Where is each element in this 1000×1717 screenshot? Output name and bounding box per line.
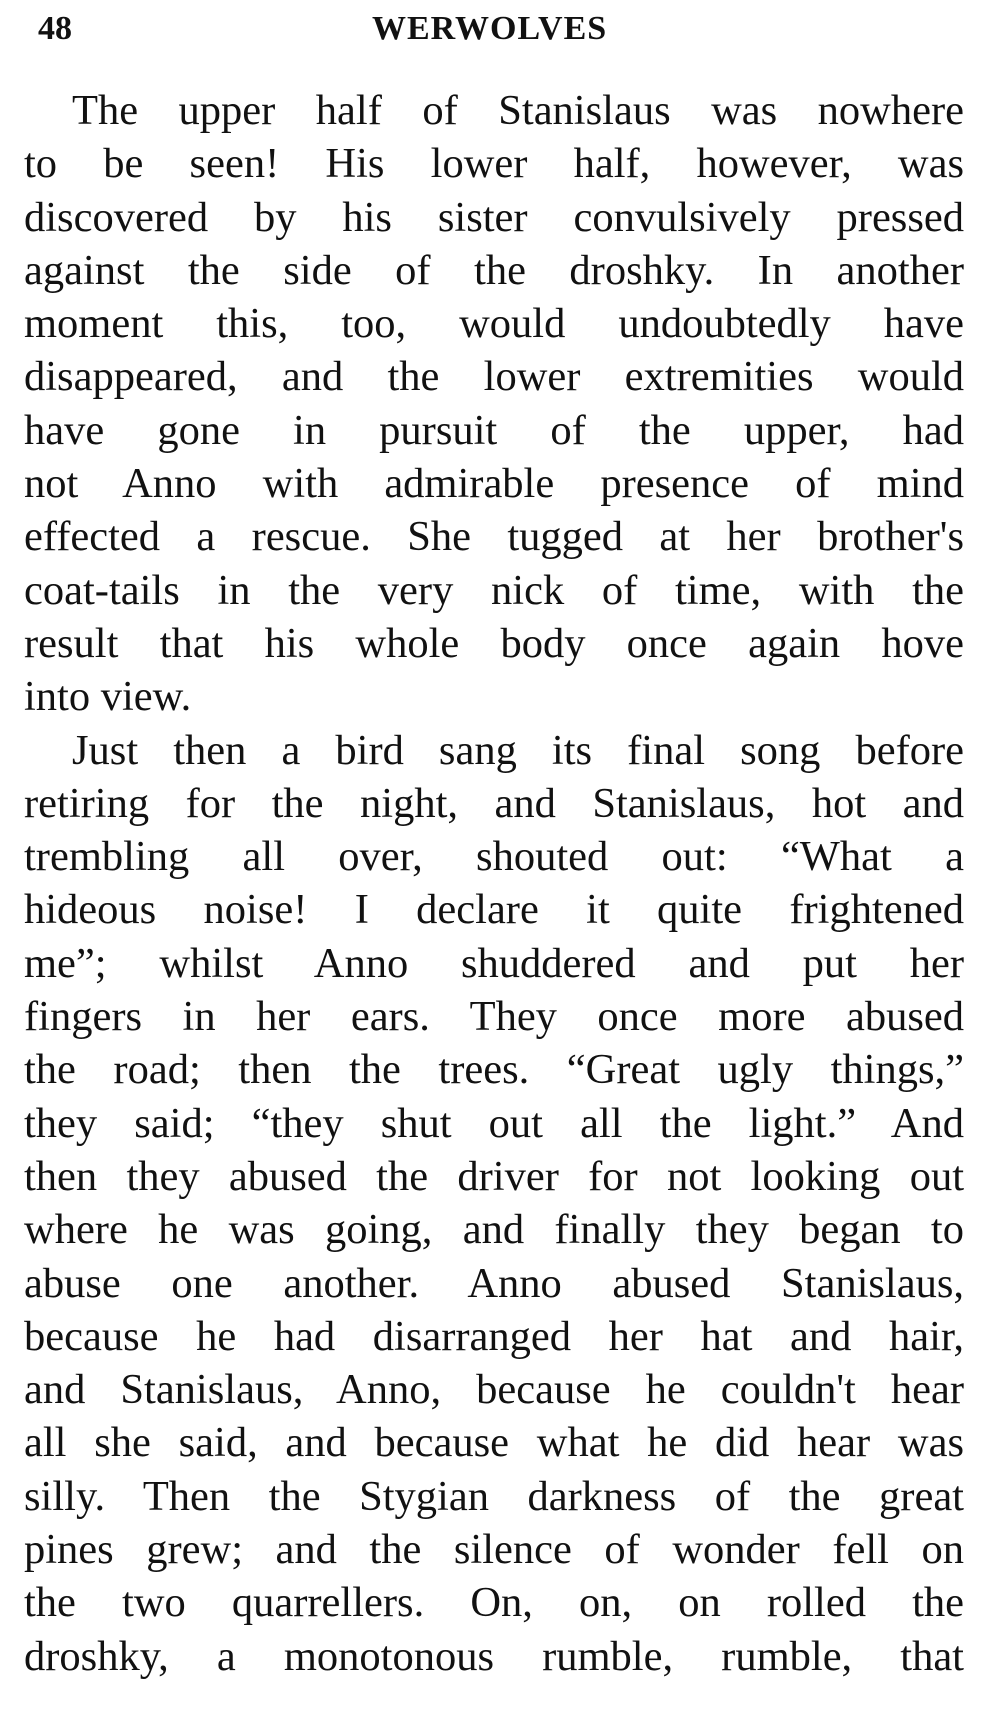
text-line: the road; then the trees. “Great ugly things,” bbox=[24, 1046, 964, 1094]
text-line: they said; “they shut out all the light.” And bbox=[24, 1099, 964, 1147]
text-line: discovered by his sister convulsively pressed bbox=[24, 193, 964, 241]
text-line: the two quarrellers. On, on, on rolled the bbox=[24, 1579, 964, 1627]
running-title: WERWOLVES bbox=[372, 10, 608, 47]
text-line: have gone in pursuit of the upper, had bbox=[24, 406, 964, 454]
text-line: hideous noise! I declare it quite frightened bbox=[24, 886, 964, 934]
running-head bbox=[38, 4, 938, 54]
text-line: result that his whole body once again hove bbox=[24, 619, 964, 667]
text-line: effected a rescue. She tugged at her brother's bbox=[24, 513, 964, 561]
text-line: where he was going, and finally they began to bbox=[24, 1206, 964, 1254]
text-line: pines grew; and the silence of wonder fell on bbox=[24, 1526, 964, 1574]
text-line: coat-tails in the very nick of time, with the bbox=[24, 566, 964, 614]
text-line: Just then a bird sang its final song before bbox=[72, 726, 964, 774]
text-line: because he had disarranged her hat and hair, bbox=[24, 1312, 964, 1360]
text-line: droshky, a monotonous rumble, rumble, that bbox=[24, 1632, 964, 1680]
text-line: all she said, and because what he did hear was bbox=[24, 1419, 964, 1467]
text-line: and Stanislaus, Anno, because he couldn't hear bbox=[24, 1366, 964, 1414]
paragraph-1 bbox=[24, 84, 964, 724]
text-line: abuse one another. Anno abused Stanislaus, bbox=[24, 1259, 964, 1307]
text-line: trembling all over, shouted out: “What a bbox=[24, 833, 964, 881]
page-number: 48 bbox=[38, 10, 72, 47]
text-line: retiring for the night, and Stanislaus, hot and bbox=[24, 779, 964, 827]
paragraph-2 bbox=[24, 724, 964, 1683]
text-line: moment this, too, would undoubtedly have bbox=[24, 300, 964, 348]
text-line: not Anno with admirable presence of mind bbox=[24, 460, 964, 508]
text-line: into view. bbox=[24, 673, 192, 721]
text-line: fingers in her ears. They once more abused bbox=[24, 993, 964, 1041]
text-line: silly. Then the Stygian darkness of the great bbox=[24, 1472, 964, 1520]
text-line: disappeared, and the lower extremities would bbox=[24, 353, 964, 401]
text-line: to be seen! His lower half, however, was bbox=[24, 140, 964, 188]
text-line: against the side of the droshky. In another bbox=[24, 246, 964, 294]
text-line: then they abused the driver for not looking out bbox=[24, 1152, 964, 1200]
text-line: me”; whilst Anno shuddered and put her bbox=[24, 939, 964, 987]
text-line: The upper half of Stanislaus was nowhere bbox=[72, 87, 964, 134]
body-text bbox=[24, 84, 964, 1683]
